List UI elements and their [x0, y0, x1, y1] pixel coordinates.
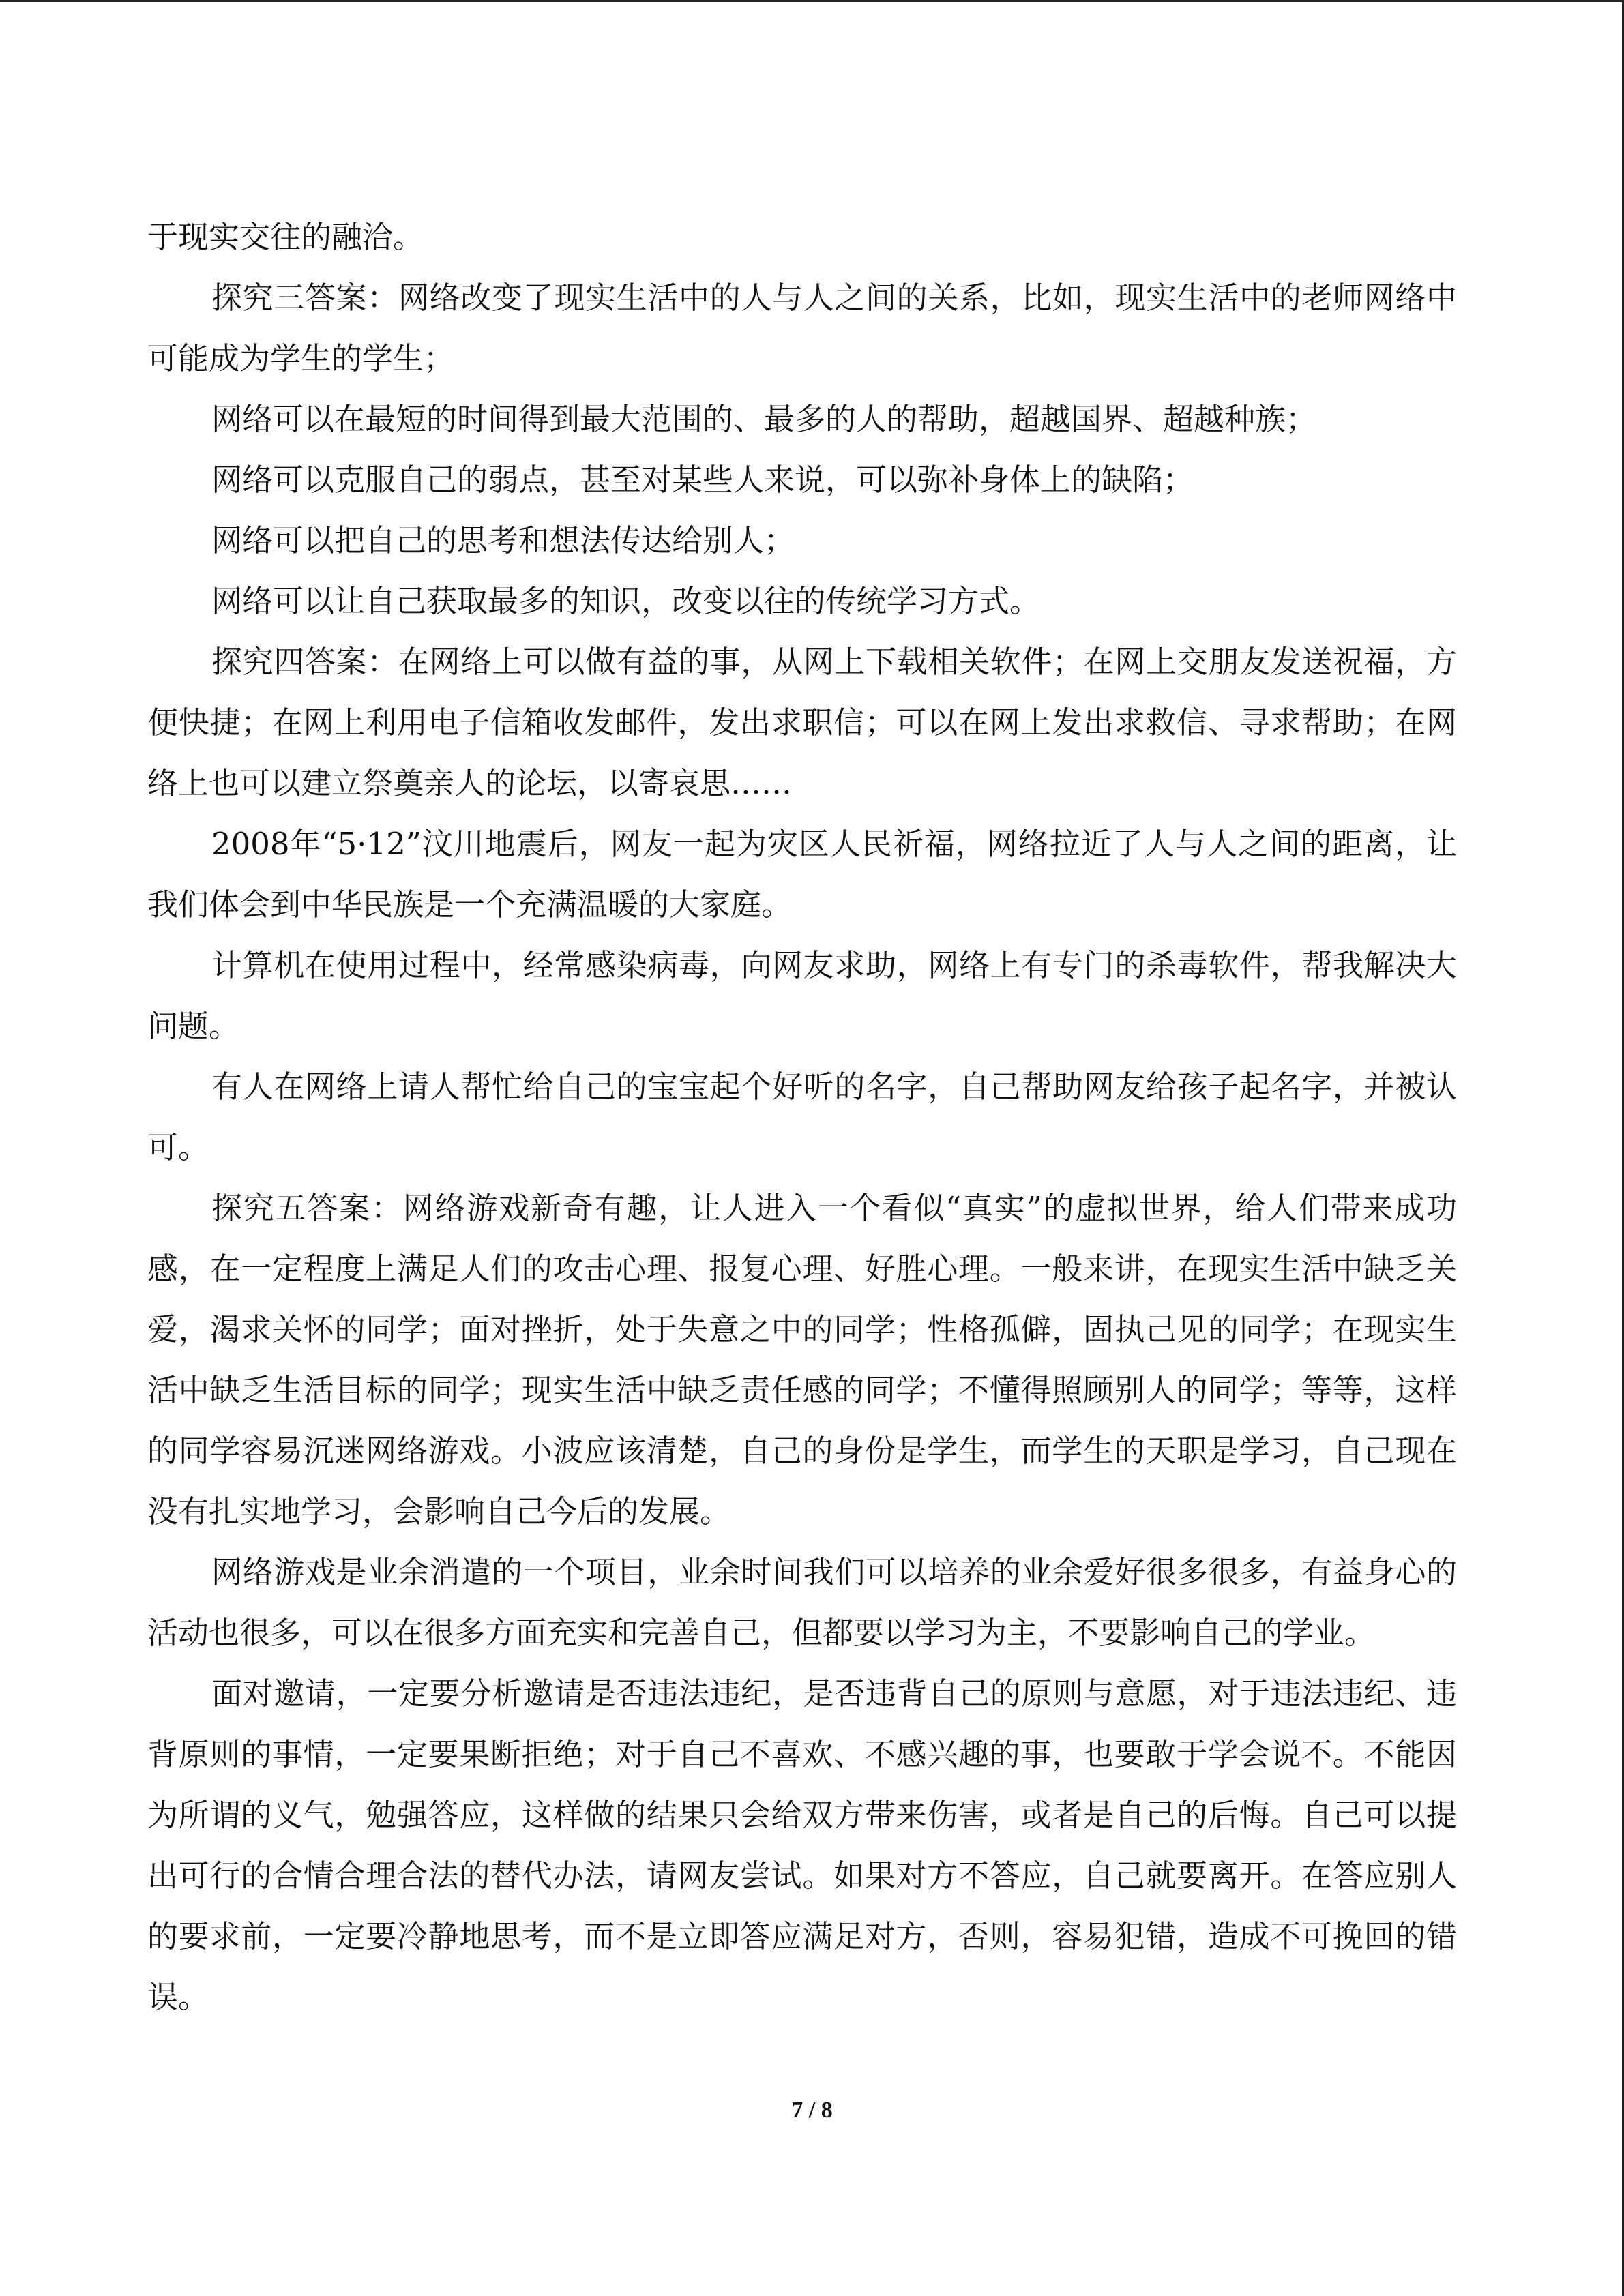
- paragraph-facing-invitations: 面对邀请，一定要分析邀请是否违法违纪，是否违背自己的原则与意愿，对于违法违纪、违背原则的事情，一定要果断拒绝；对于自己不喜欢、不感兴趣的事，也要敢于学会说不。不能因为所谓的义气，勉强答应，这样做的结果只会给双方带来伤害，或者是自己的后悔。自己可以提出可行的合情合理合法的替代办法，请网友尝试。如果对方不答应，自己就要离开。在答应别人的要求前，一定要冷静地思考，而不是立即答应满足对方，否则，容易犯错，造成不可挽回的错误。: [147, 1675, 1457, 2015]
- page-top-border: [0, 0, 1624, 2]
- paragraph-antivirus-help: 计算机在使用过程中，经常感染病毒，向网友求助，网络上有专门的杀毒软件，帮我解决大问题。: [147, 947, 1457, 1044]
- paragraph-overcome-weakness: 网络可以克服自己的弱点，甚至对某些人来说，可以弥补身体上的缺陷；: [211, 462, 1194, 498]
- paragraph-share-thoughts: 网络可以把自己的思考和想法传达给别人；: [211, 522, 795, 558]
- document-body: [147, 207, 1457, 2027]
- paragraph-gain-knowledge: 网络可以让自己获取最多的知识，改变以往的传统学习方式。: [211, 583, 1041, 619]
- paragraph-help-across-borders: 网络可以在最短的时间得到最大范围的、最多的人的帮助，超越国界、超越种族；: [211, 401, 1317, 437]
- paragraph-baby-naming: 有人在网络上请人帮忙给自己的宝宝起个好听的名字，自己帮助网友给孩子起名字，并被认可。: [147, 1069, 1457, 1165]
- paragraph-inquiry-five: 探究五答案：网络游戏新奇有趣，让人进入一个看似“真实”的虚拟世界，给人们带来成功感，在一定程度上满足人们的攻击心理、报复心理、好胜心理。一般来讲，在现实生活中缺乏关爱，渴求关怀的同学；面对挫折，处于失意之中的同学；性格孤僻，固执己见的同学；在现实生活中缺乏生活目标的同学；现实生活中缺乏责任感的同学；不懂得照顾别人的同学；等等，这样的同学容易沉迷网络游戏。小波应该清楚，自己的身份是学生，而学生的天职是学习，自己现在没有扎实地学习，会影响自己今后的发展。: [147, 1190, 1457, 1530]
- paragraph-continuation: 于现实交往的融洽。: [147, 219, 424, 255]
- paragraph-wenchuan-earthquake: 2008年“5·12”汶川地震后，网友一起为灾区人民祈福，网络拉近了人与人之间的距离，让我们体会到中华民族是一个充满温暖的大家庭。: [147, 826, 1457, 923]
- paragraph-inquiry-three: 探究三答案：网络改变了现实生活中的人与人之间的关系，比如，现实生活中的老师网络中可能成为学生的学生；: [147, 280, 1457, 376]
- paragraph-online-games-leisure: 网络游戏是业余消遣的一个项目，业余时间我们可以培养的业余爱好很多很多，有益身心的活动也很多，可以在很多方面充实和完善自己，但都要以学习为主，不要影响自己的学业。: [147, 1554, 1457, 1651]
- page-number: 7 / 8: [791, 2098, 833, 2123]
- paragraph-inquiry-four: 探究四答案：在网络上可以做有益的事，从网上下载相关软件；在网上交朋友发送祝福，方便快捷；在网上利用电子信箱收发邮件，发出求职信；可以在网上发出求救信、寻求帮助；在网络上也可以建立祭奠亲人的论坛，以寄哀思……: [147, 644, 1457, 801]
